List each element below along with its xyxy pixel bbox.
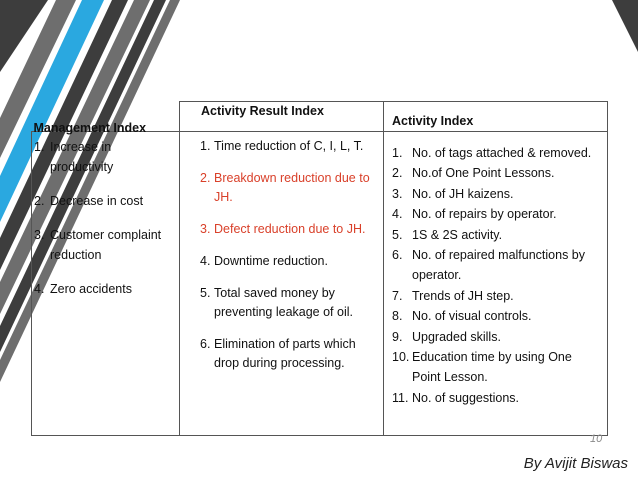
activity-result-header: Activity Result Index <box>201 104 324 118</box>
item-text: Zero accidents <box>50 282 132 296</box>
activity-result-item <box>200 252 379 271</box>
activity-item <box>392 347 603 388</box>
management-item <box>34 191 175 211</box>
table-header-row <box>32 102 608 132</box>
activity-item <box>392 245 603 286</box>
item-number: 3. <box>200 222 211 236</box>
item-number: 5. <box>392 227 403 242</box>
item-text: No. of JH kaizens. <box>412 186 514 201</box>
activity-item <box>392 143 603 163</box>
activity-result-item <box>200 220 379 239</box>
management-cell <box>32 132 180 436</box>
item-number: 10. <box>392 350 410 365</box>
item-text: No. of repairs by operator. <box>412 207 557 222</box>
item-text: No. of suggestions. <box>412 390 520 405</box>
activity-item <box>392 286 603 306</box>
item-number: 2. <box>34 194 45 208</box>
activity-header-cell <box>384 102 608 132</box>
author-credit: By Avijit Biswas <box>523 455 628 472</box>
activity-result-header-cell <box>180 102 384 132</box>
activity-item <box>392 184 603 204</box>
management-item <box>34 225 175 265</box>
item-text: Elimination of parts which drop during processing. <box>214 337 356 370</box>
management-item <box>34 137 175 177</box>
item-number: 1. <box>392 146 403 160</box>
activity-cell <box>384 132 608 436</box>
item-number: 4. <box>392 207 403 222</box>
activity-result-item <box>200 335 379 373</box>
activity-result-cell <box>180 132 384 436</box>
activity-list <box>384 132 607 408</box>
item-number: 3. <box>392 186 403 201</box>
item-number: 5. <box>200 286 211 300</box>
item-text: No. of tags attached & removed. <box>412 146 592 160</box>
management-item <box>34 279 175 299</box>
item-text: Education time by using One Point Lesson. <box>412 350 572 385</box>
activity-item <box>392 204 603 224</box>
management-header-cell <box>32 102 180 135</box>
item-number: 1. <box>200 139 211 153</box>
activity-item <box>392 388 603 408</box>
activity-result-item <box>200 169 379 207</box>
item-text: Total saved money by preventing leakage of oil. <box>214 286 353 319</box>
item-text: Breakdown reduction due to JH. <box>214 171 370 204</box>
item-number: 6. <box>200 337 211 351</box>
item-number: 3. <box>34 228 45 242</box>
item-number: 8. <box>392 309 403 324</box>
table-body-row <box>32 132 608 436</box>
item-text: Downtime reduction. <box>214 254 328 268</box>
item-text: No. of repaired malfunctions by operator. <box>412 248 586 283</box>
item-number: 7. <box>392 288 403 303</box>
item-text: Time reduction of C, I, L, T. <box>214 139 364 153</box>
slide-title: Jishu Hozen <box>248 16 390 46</box>
item-text: Increase in productivity <box>50 140 114 174</box>
management-header: Management Index <box>33 120 147 135</box>
page-number: 10 <box>590 433 603 445</box>
activity-item <box>392 163 603 183</box>
item-number: 1. <box>34 140 45 154</box>
item-number: 4. <box>200 254 211 268</box>
item-text: Trends of JH step. <box>412 288 514 303</box>
activity-item <box>392 225 603 245</box>
activity-item <box>392 327 603 347</box>
management-list <box>32 132 179 299</box>
item-number: 9. <box>392 329 403 344</box>
item-number: 4. <box>34 282 45 296</box>
activity-result-item <box>200 137 379 156</box>
item-text: Decrease in cost <box>50 194 144 208</box>
activity-item <box>392 306 603 326</box>
item-number: 2. <box>200 171 211 185</box>
item-text: No.of One Point Lessons. <box>412 166 555 181</box>
item-number: 6. <box>392 248 403 263</box>
item-text: 1S & 2S activity. <box>412 227 503 242</box>
item-text: Defect reduction due to JH. <box>214 222 366 236</box>
item-text: No. of visual controls. <box>412 309 532 324</box>
index-table <box>31 101 608 436</box>
activity-result-list <box>180 132 383 373</box>
item-number: 11. <box>392 390 409 405</box>
item-number: 2. <box>392 166 403 181</box>
activity-header: Activity Index <box>392 114 474 128</box>
item-text: Upgraded skills. <box>412 329 501 344</box>
item-text: Customer complaint reduction <box>50 228 162 262</box>
activity-result-item <box>200 284 379 322</box>
